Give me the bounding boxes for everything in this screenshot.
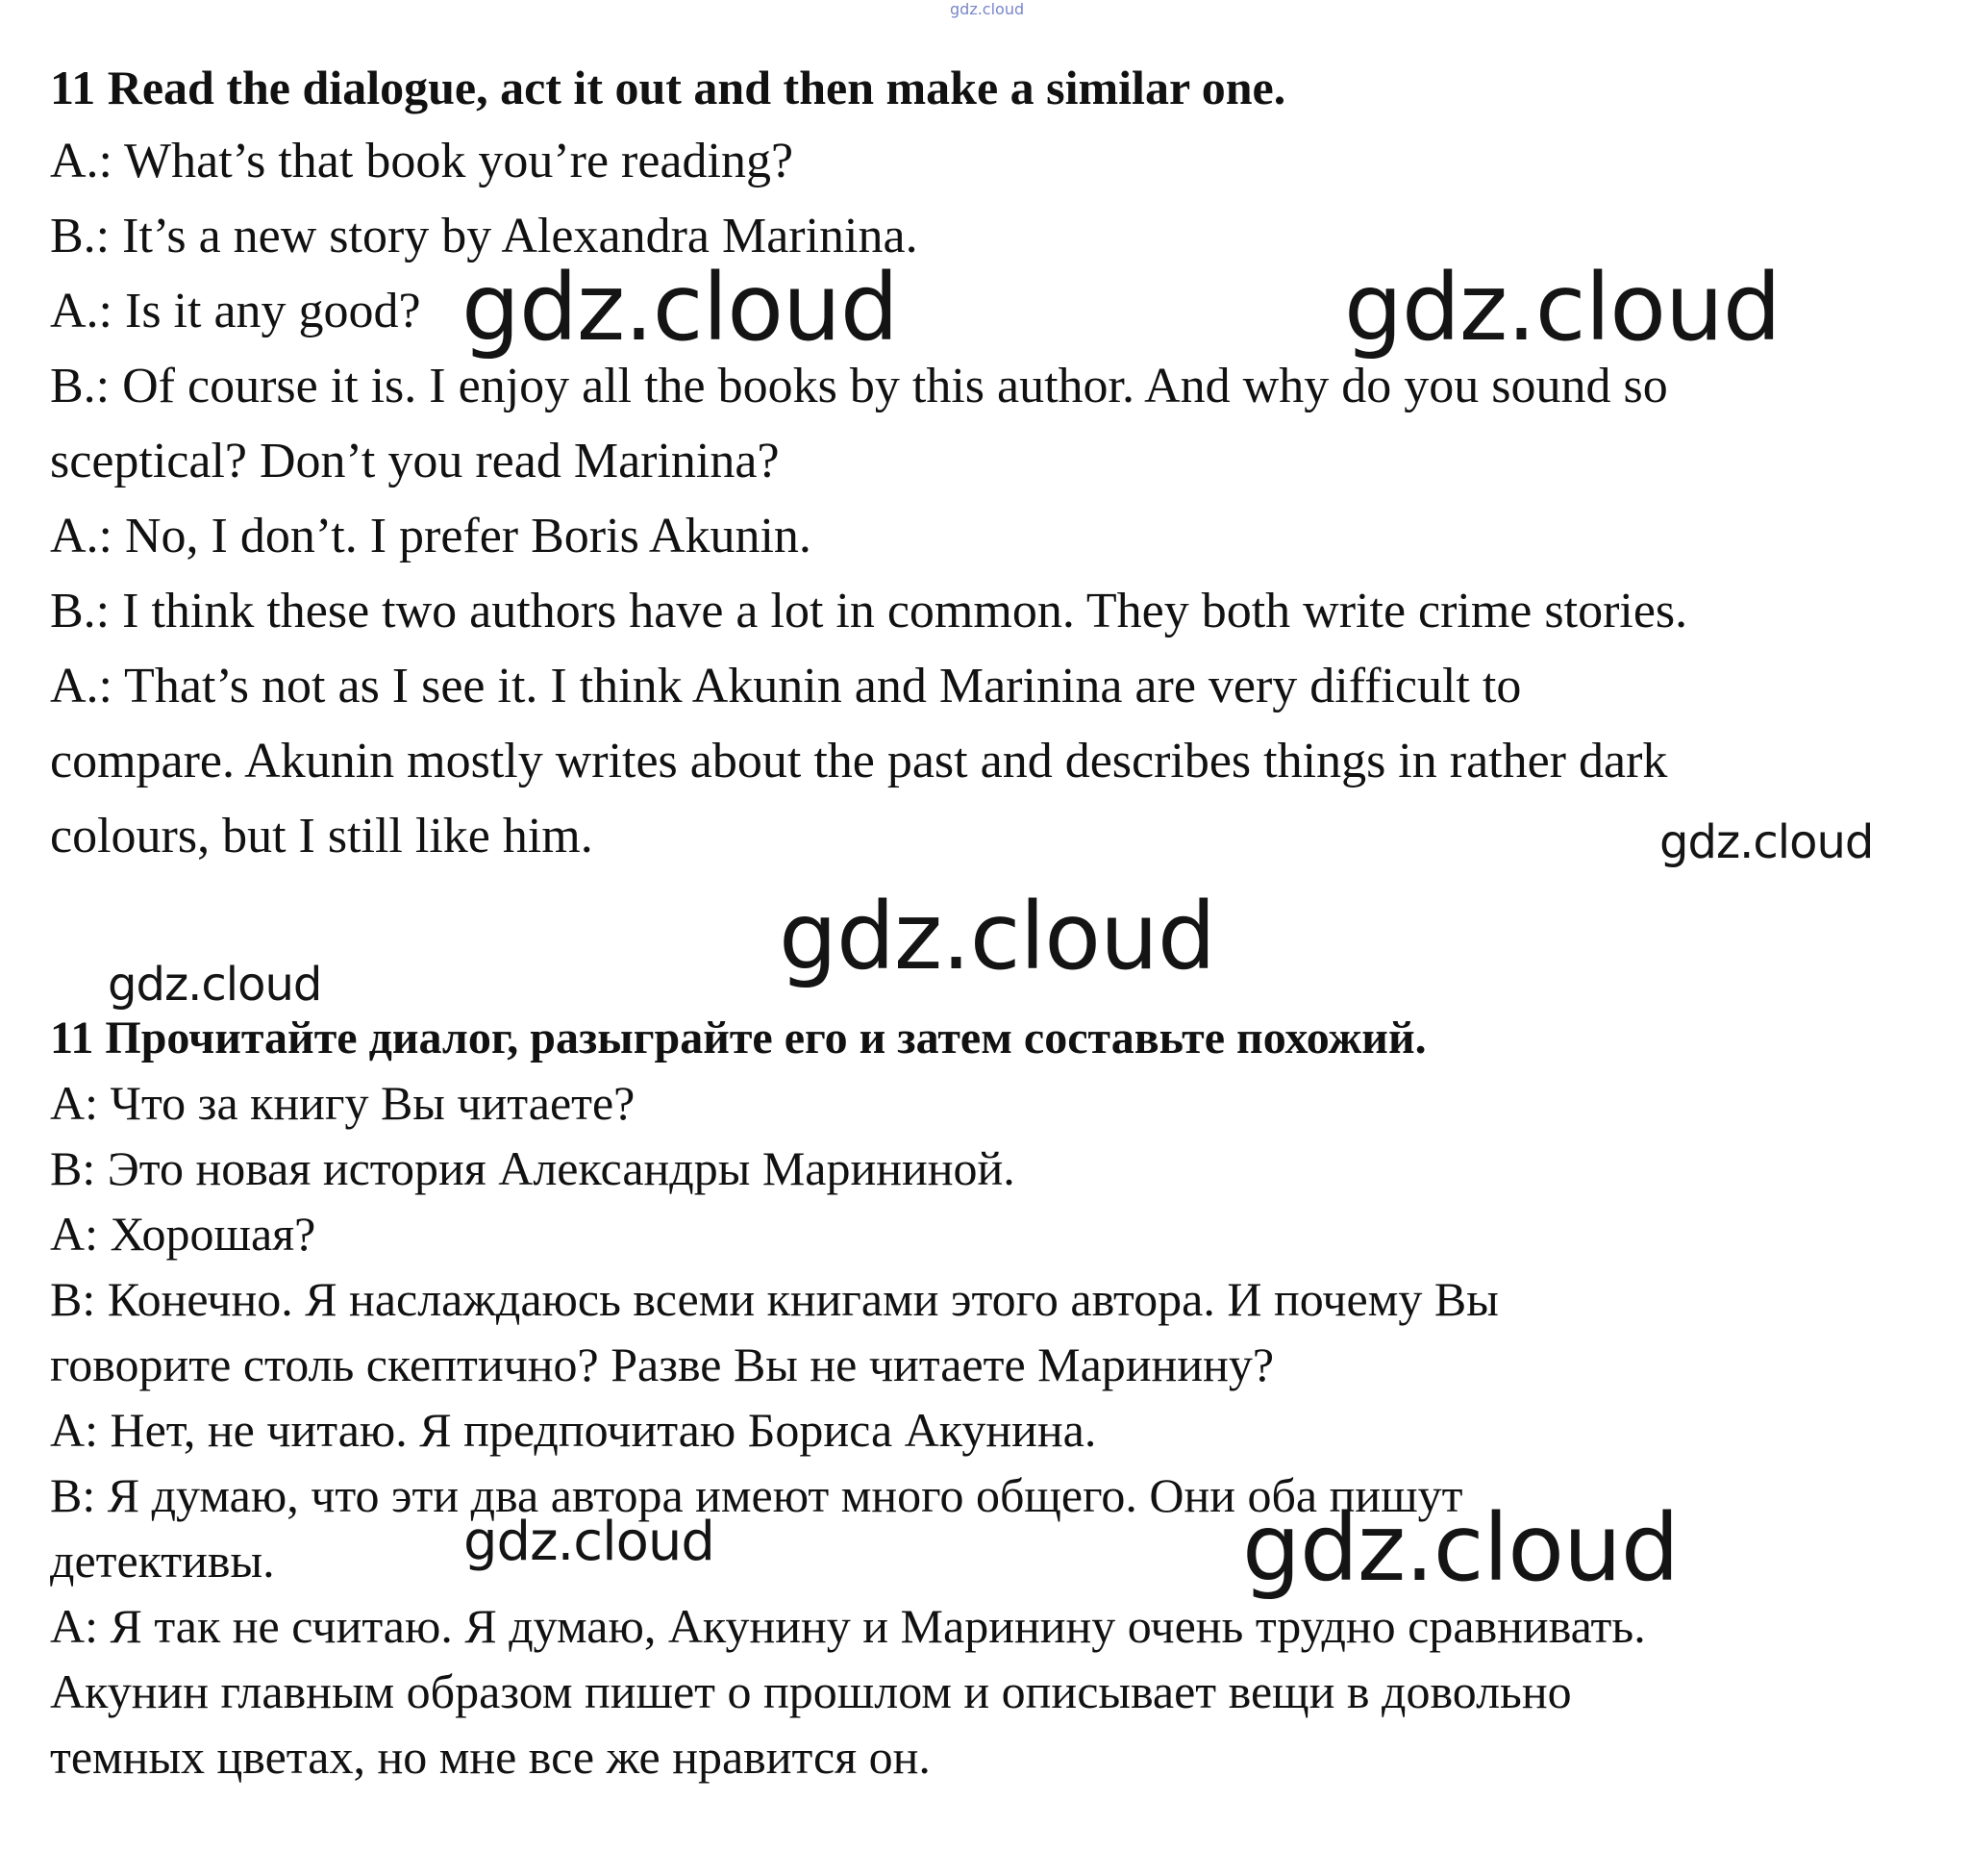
russian-line-7: В: Я думаю, что эти два автора имеют много общего. Они оба пишут — [50, 1468, 1463, 1522]
english-heading: 11 Read the dialogue, act it out and then make a similar one. — [50, 61, 1286, 114]
english-line-5: sceptical? Don’t you read Marinina? — [50, 434, 780, 488]
english-line-10: colours, but I still like him. — [50, 809, 593, 863]
watermark-5: gdz.cloud — [108, 958, 322, 1012]
russian-heading: 11 Прочитайте диалог, разыграйте его и затем составьте похожий. — [50, 1013, 1427, 1063]
english-line-8: A.: That’s not as I see it. I think Akunin and Marinina are very difficult to — [50, 659, 1522, 713]
english-line-2: B.: It’s a new story by Alexandra Marinina. — [50, 209, 918, 263]
english-line-9: compare. Akunin mostly writes about the past and describes things in rather dark — [50, 734, 1668, 788]
russian-line-10: Акунин главным образом пишет о прошлом и описывает вещи в довольно — [50, 1664, 1572, 1718]
russian-line-6: А: Нет, не читаю. Я предпочитаю Бориса Акунина. — [50, 1403, 1097, 1457]
english-line-4: B.: Of course it is. I enjoy all the books by this author. And why do you sound so — [50, 359, 1668, 413]
russian-line-4: В: Конечно. Я наслаждаюсь всеми книгами этого автора. И почему Вы — [50, 1272, 1499, 1326]
english-line-6: A.: No, I don’t. I prefer Boris Akunin. — [50, 509, 811, 563]
watermark-2: gdz.cloud — [1344, 254, 1781, 362]
english-line-3: A.: Is it any good? — [50, 284, 421, 338]
russian-line-9: А: Я так не считаю. Я думаю, Акунину и Маринину очень трудно сравнивать. — [50, 1599, 1646, 1653]
watermark-4: gdz.cloud — [779, 883, 1215, 990]
russian-line-8: детективы. — [50, 1534, 275, 1588]
header-watermark: gdz.cloud — [950, 0, 1025, 18]
watermark-6: gdz.cloud — [463, 1511, 714, 1573]
russian-line-11: темных цветах, но мне все же нравится он. — [50, 1730, 931, 1784]
russian-line-3: А: Хорошая? — [50, 1207, 316, 1261]
watermark-1: gdz.cloud — [461, 254, 898, 362]
watermark-3: gdz.cloud — [1659, 815, 1874, 869]
watermark-7: gdz.cloud — [1242, 1494, 1679, 1602]
english-line-1: A.: What’s that book you’re reading? — [50, 134, 794, 188]
english-line-7: B.: I think these two authors have a lot in common. They both write crime stories. — [50, 584, 1688, 638]
russian-line-2: В: Это новая история Александры Марининой. — [50, 1141, 1015, 1195]
russian-line-1: А: Что за книгу Вы читаете? — [50, 1076, 636, 1130]
russian-line-5: говорите столь скептично? Разве Вы не читаете Маринину? — [50, 1338, 1275, 1391]
